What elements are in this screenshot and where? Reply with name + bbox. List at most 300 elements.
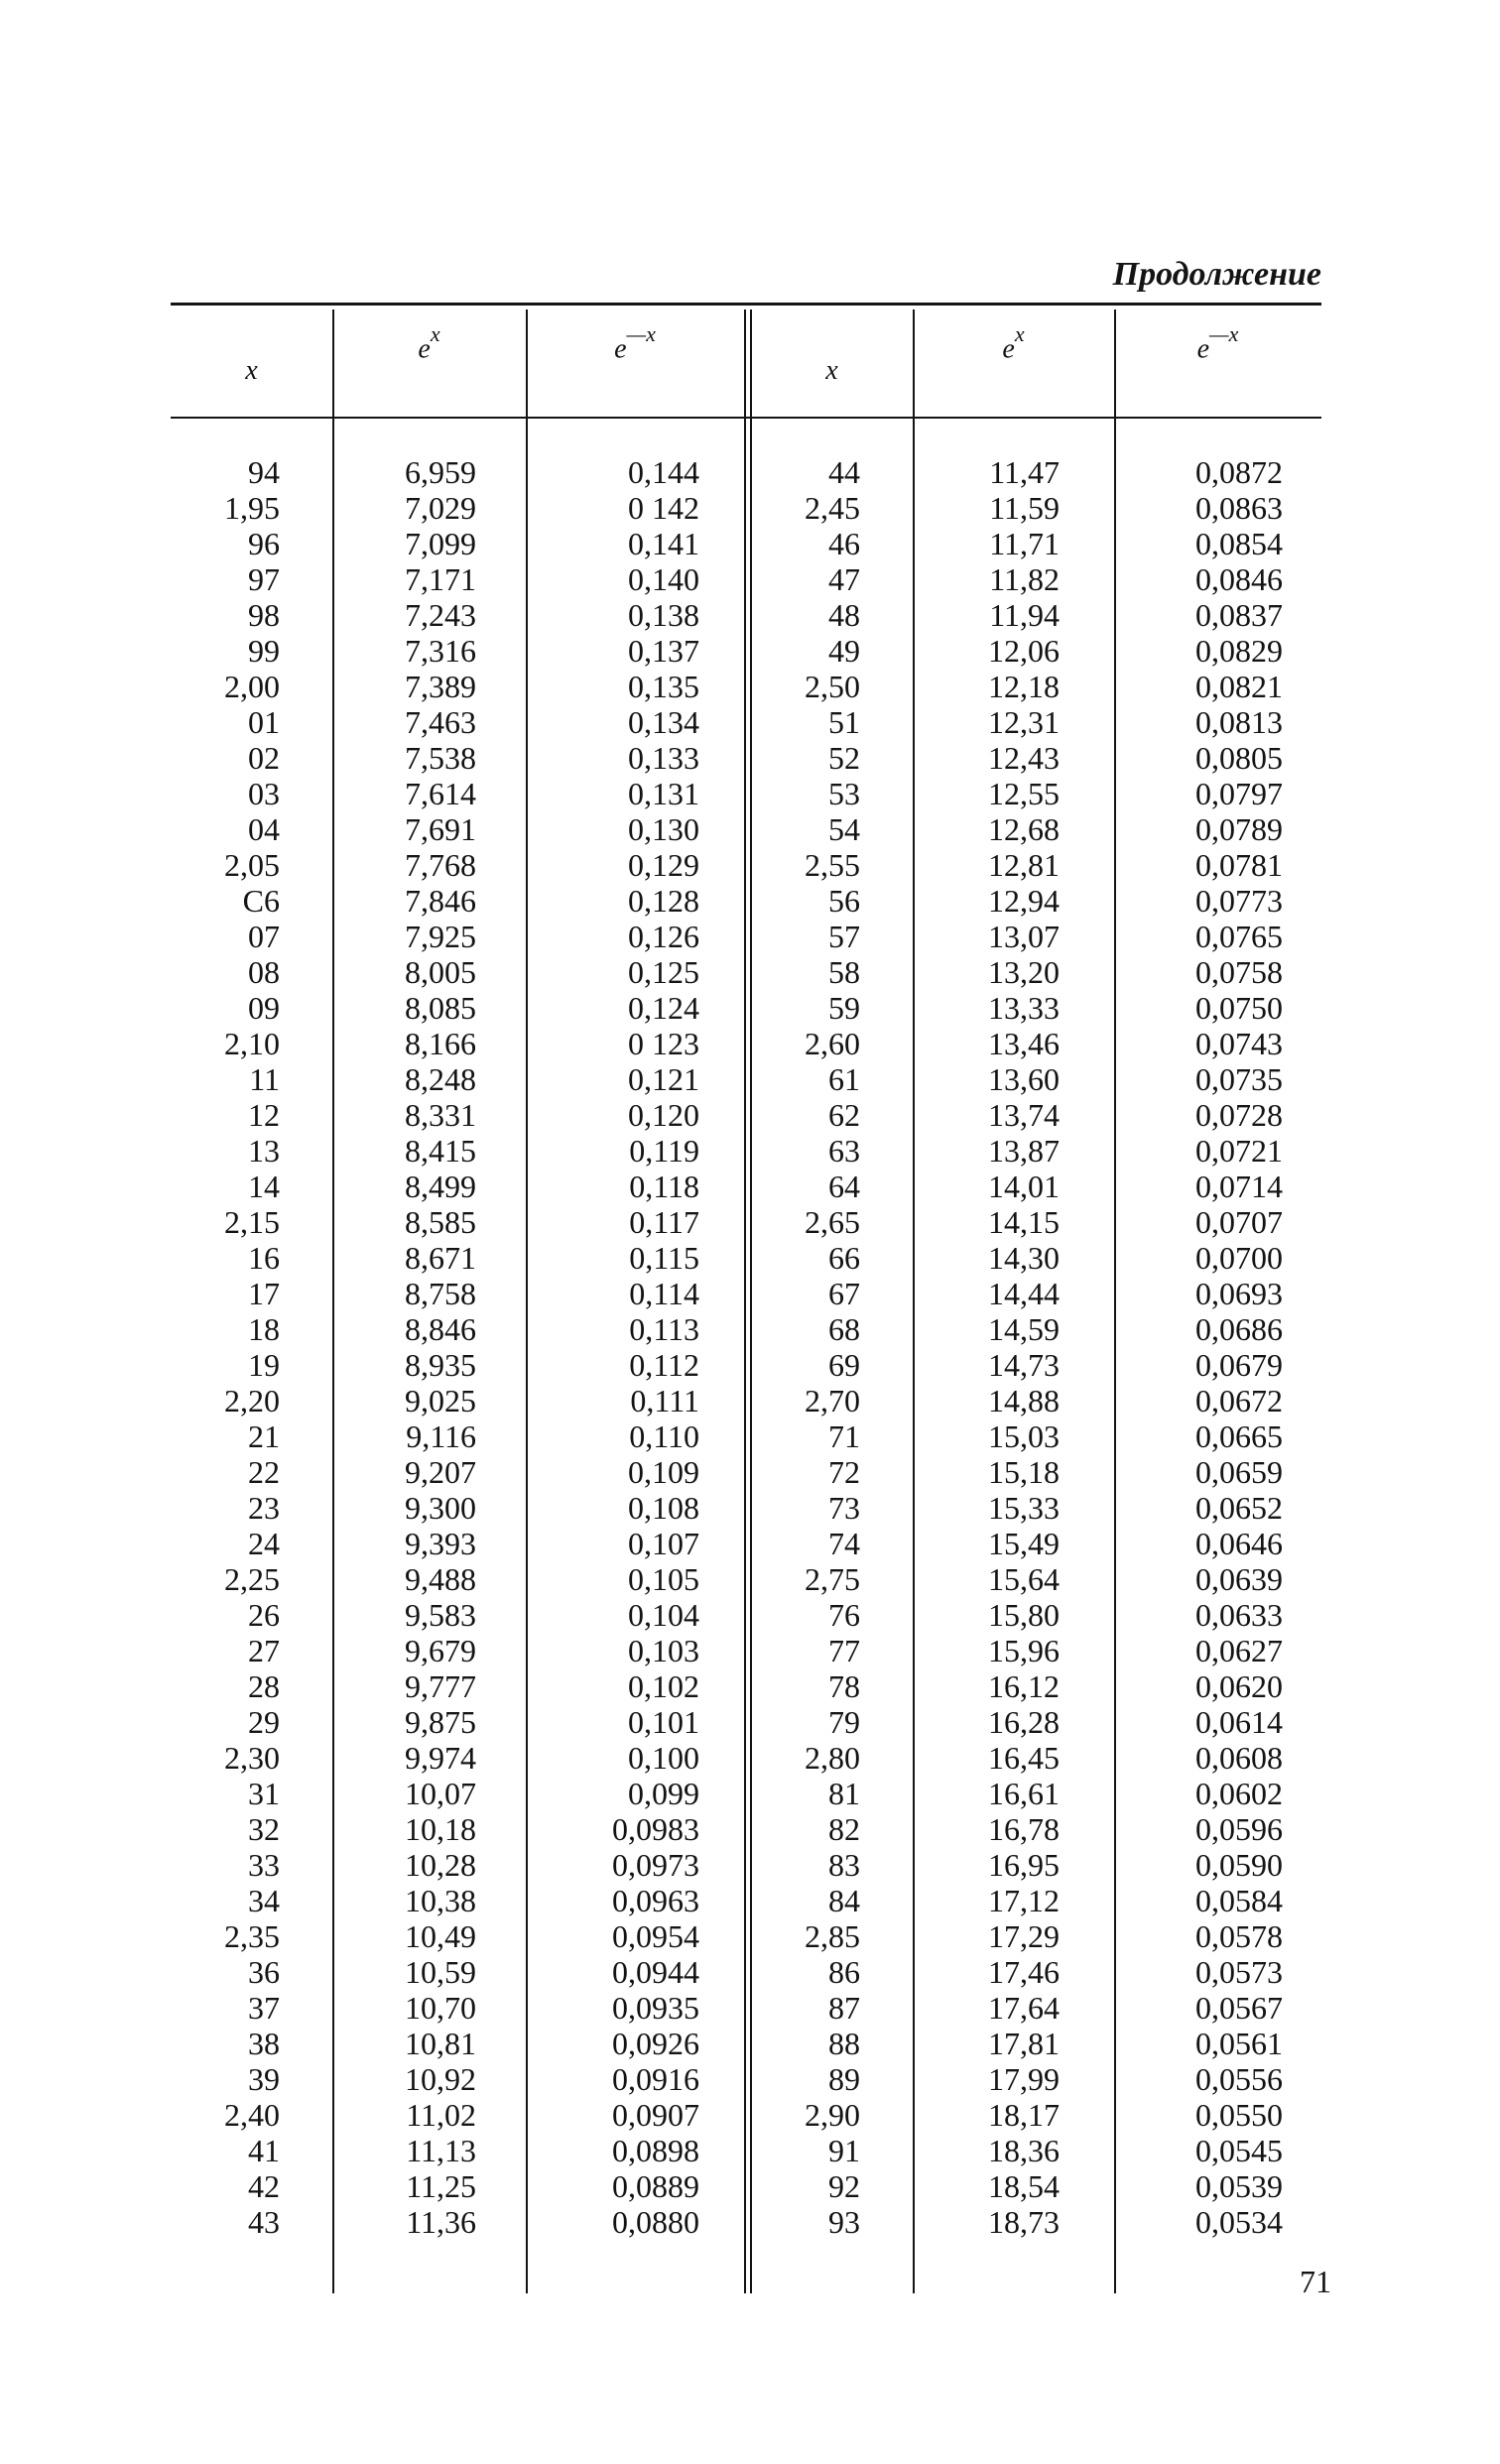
cell-ex: 8,935 — [405, 1347, 476, 1383]
cell-x: 53 — [828, 776, 860, 811]
cell-ex: 7,925 — [405, 919, 476, 954]
cell-ex: 12,06 — [988, 633, 1060, 669]
cell-x: 02 — [248, 740, 280, 776]
cell-emx: 0,0539 — [1195, 2168, 1283, 2204]
cell-emx: 0,0620 — [1195, 1668, 1283, 1704]
cell-x: 46 — [828, 526, 860, 561]
cell-x: 26 — [248, 1597, 280, 1633]
cell-emx: 0,0743 — [1195, 1026, 1283, 1061]
cell-ex: 11,47 — [989, 454, 1060, 490]
cell-x: 83 — [828, 1847, 860, 1883]
cell-emx: 0,0707 — [1195, 1204, 1283, 1240]
cell-emx: 0,0652 — [1195, 1490, 1283, 1526]
cell-emx: 0 142 — [628, 490, 699, 526]
cell-emx: 0,0944 — [612, 1954, 699, 1990]
cell-emx: 0,0602 — [1195, 1776, 1283, 1811]
cell-ex: 7,614 — [405, 776, 476, 811]
cell-x: 07 — [248, 919, 280, 954]
cell-emx: 0,0627 — [1195, 1633, 1283, 1668]
cell-emx: 0,0837 — [1195, 597, 1283, 633]
cell-ex: 9,488 — [405, 1561, 476, 1597]
cell-emx: 0,0633 — [1195, 1597, 1283, 1633]
cell-emx: 0,112 — [629, 1347, 699, 1383]
cell-emx: 0,0567 — [1195, 1990, 1283, 2026]
column-emx-right — [1114, 454, 1283, 2240]
cell-x: С6 — [242, 883, 280, 919]
cell-x: 13 — [248, 1133, 280, 1169]
cell-ex: 15,18 — [988, 1454, 1060, 1490]
cell-x: 47 — [828, 561, 860, 597]
cell-x: 2,80 — [805, 1740, 860, 1776]
cell-x: 27 — [248, 1633, 280, 1668]
cell-ex: 8,248 — [405, 1061, 476, 1097]
cell-ex: 15,80 — [988, 1597, 1060, 1633]
table-top-rule — [171, 303, 1321, 306]
cell-emx: 0,0765 — [1195, 919, 1283, 954]
cell-ex: 8,085 — [405, 990, 476, 1026]
cell-x: 23 — [248, 1490, 280, 1526]
cell-x: 89 — [828, 2061, 860, 2097]
cell-x: 66 — [828, 1240, 860, 1276]
cell-ex: 18,36 — [988, 2133, 1060, 2168]
cell-ex: 13,74 — [988, 1097, 1060, 1133]
cell-emx: 0,118 — [629, 1169, 699, 1204]
cell-ex: 12,31 — [988, 704, 1060, 740]
cell-ex: 10,81 — [405, 2026, 476, 2061]
cell-ex: 8,415 — [405, 1133, 476, 1169]
cell-ex: 12,81 — [988, 847, 1060, 883]
cell-x: 94 — [248, 454, 280, 490]
cell-ex: 17,29 — [988, 1918, 1060, 1954]
header-x-right: x — [825, 355, 838, 386]
column-x-left — [171, 454, 280, 2240]
cell-emx: 0,107 — [628, 1526, 699, 1561]
cell-x: 22 — [248, 1454, 280, 1490]
cell-x: 33 — [248, 1847, 280, 1883]
cell-ex: 15,33 — [988, 1490, 1060, 1526]
cell-ex: 9,300 — [405, 1490, 476, 1526]
cell-emx: 0,0721 — [1195, 1133, 1283, 1169]
cell-x: 2,60 — [805, 1026, 860, 1061]
cell-x: 24 — [248, 1526, 280, 1561]
cell-x: 29 — [248, 1704, 280, 1740]
cell-emx: 0,0550 — [1195, 2097, 1283, 2133]
cell-emx: 0,0561 — [1195, 2026, 1283, 2061]
cell-emx: 0,117 — [629, 1204, 699, 1240]
cell-ex: 6,959 — [405, 454, 476, 490]
column-emx-left — [526, 454, 699, 2240]
table-header-rule — [171, 417, 1321, 419]
cell-x: 77 — [828, 1633, 860, 1668]
cell-x: 28 — [248, 1668, 280, 1704]
cell-ex: 14,44 — [988, 1276, 1060, 1311]
cell-ex: 10,49 — [405, 1918, 476, 1954]
cell-ex: 7,389 — [405, 669, 476, 704]
cell-x: 76 — [828, 1597, 860, 1633]
header-ex-right — [913, 321, 1114, 365]
cell-emx: 0,0916 — [612, 2061, 699, 2097]
cell-x: 48 — [828, 597, 860, 633]
continuation-caption: Продолжение — [1112, 256, 1321, 293]
cell-ex: 16,78 — [988, 1811, 1060, 1847]
cell-x: 82 — [828, 1811, 860, 1847]
cell-emx: 0,0797 — [1195, 776, 1283, 811]
cell-ex: 15,49 — [988, 1526, 1060, 1561]
cell-x: 34 — [248, 1883, 280, 1918]
page-number: 71 — [1300, 2264, 1331, 2299]
cell-ex: 9,025 — [405, 1383, 476, 1418]
cell-x: 2,15 — [224, 1204, 280, 1240]
cell-ex: 7,243 — [405, 597, 476, 633]
column-ex-right — [913, 454, 1060, 2240]
cell-ex: 14,30 — [988, 1240, 1060, 1276]
cell-emx: 0,0813 — [1195, 704, 1283, 740]
cell-emx: 0,0773 — [1195, 883, 1283, 919]
cell-ex: 13,60 — [988, 1061, 1060, 1097]
cell-ex: 16,28 — [988, 1704, 1060, 1740]
cell-x: 36 — [248, 1954, 280, 1990]
cell-x: 51 — [828, 704, 860, 740]
cell-ex: 11,13 — [406, 2133, 476, 2168]
cell-emx: 0,0963 — [612, 1883, 699, 1918]
cell-emx: 0,0880 — [612, 2204, 699, 2240]
cell-emx: 0,0750 — [1195, 990, 1283, 1026]
cell-ex: 14,01 — [988, 1169, 1060, 1204]
cell-x: 41 — [248, 2133, 280, 2168]
cell-x: 2,25 — [224, 1561, 280, 1597]
cell-ex: 10,92 — [405, 2061, 476, 2097]
cell-ex: 12,68 — [988, 811, 1060, 847]
cell-emx: 0,0679 — [1195, 1347, 1283, 1383]
cell-emx: 0,0898 — [612, 2133, 699, 2168]
cell-ex: 8,758 — [405, 1276, 476, 1311]
cell-emx: 0,0926 — [612, 2026, 699, 2061]
cell-x: 42 — [248, 2168, 280, 2204]
cell-x: 2,00 — [224, 669, 280, 704]
header-ex-left-base: e — [418, 333, 431, 365]
cell-ex: 11,59 — [989, 490, 1060, 526]
cell-x: 16 — [248, 1240, 280, 1276]
cell-emx: 0,144 — [628, 454, 699, 490]
cell-ex: 18,73 — [988, 2204, 1060, 2240]
cell-ex: 9,679 — [405, 1633, 476, 1668]
cell-x: 31 — [248, 1776, 280, 1811]
header-ex-left-sup: x — [430, 321, 440, 346]
cell-ex: 9,393 — [405, 1526, 476, 1561]
cell-x: 99 — [248, 633, 280, 669]
cell-emx: 0,0578 — [1195, 1918, 1283, 1954]
cell-emx: 0,114 — [629, 1276, 699, 1311]
cell-ex: 11,82 — [989, 561, 1060, 597]
cell-emx: 0,0693 — [1195, 1276, 1283, 1311]
cell-emx: 0,0686 — [1195, 1311, 1283, 1347]
cell-emx: 0,0954 — [612, 1918, 699, 1954]
cell-ex: 12,43 — [988, 740, 1060, 776]
cell-x: 88 — [828, 2026, 860, 2061]
cell-ex: 13,87 — [988, 1133, 1060, 1169]
cell-emx: 0,101 — [628, 1704, 699, 1740]
cell-x: 2,55 — [805, 847, 860, 883]
cell-x: 64 — [828, 1169, 860, 1204]
cell-x: 37 — [248, 1990, 280, 2026]
cell-emx: 0,0863 — [1195, 490, 1283, 526]
cell-x: 2,65 — [805, 1204, 860, 1240]
cell-x: 2,10 — [224, 1026, 280, 1061]
cell-emx: 0,109 — [628, 1454, 699, 1490]
cell-ex: 7,029 — [405, 490, 476, 526]
cell-ex: 9,116 — [406, 1418, 476, 1454]
cell-emx: 0,0665 — [1195, 1418, 1283, 1454]
cell-x: 67 — [828, 1276, 860, 1311]
cell-emx: 0,0639 — [1195, 1561, 1283, 1597]
cell-ex: 7,538 — [405, 740, 476, 776]
cell-emx: 0,120 — [628, 1097, 699, 1133]
cell-ex: 8,005 — [405, 954, 476, 990]
cell-emx: 0,128 — [628, 883, 699, 919]
cell-ex: 7,768 — [405, 847, 476, 883]
cell-x: 69 — [828, 1347, 860, 1383]
cell-ex: 16,61 — [988, 1776, 1060, 1811]
cell-x: 71 — [828, 1418, 860, 1454]
cell-ex: 7,691 — [405, 811, 476, 847]
cell-emx: 0,133 — [628, 740, 699, 776]
cell-x: 97 — [248, 561, 280, 597]
cell-x: 2,30 — [224, 1740, 280, 1776]
cell-emx: 0,130 — [628, 811, 699, 847]
cell-x: 2,40 — [224, 2097, 280, 2133]
cell-emx: 0,0608 — [1195, 1740, 1283, 1776]
cell-emx: 0,111 — [630, 1383, 699, 1418]
cell-x: 17 — [248, 1276, 280, 1311]
cell-x: 57 — [828, 919, 860, 954]
cell-ex: 15,64 — [988, 1561, 1060, 1597]
header-emx-left-base: e — [614, 333, 627, 365]
cell-x: 2,50 — [805, 669, 860, 704]
cell-ex: 15,96 — [988, 1633, 1060, 1668]
cell-x: 63 — [828, 1133, 860, 1169]
cell-emx: 0,110 — [629, 1418, 699, 1454]
cell-emx: 0,0584 — [1195, 1883, 1283, 1918]
cell-x: 87 — [828, 1990, 860, 2026]
cell-emx: 0,113 — [629, 1311, 699, 1347]
cell-ex: 11,36 — [406, 2204, 476, 2240]
cell-emx: 0,0590 — [1195, 1847, 1283, 1883]
cell-emx: 0,103 — [628, 1633, 699, 1668]
cell-ex: 18,17 — [988, 2097, 1060, 2133]
cell-ex: 16,12 — [988, 1668, 1060, 1704]
cell-x: 52 — [828, 740, 860, 776]
cell-ex: 9,583 — [405, 1597, 476, 1633]
cell-ex: 17,99 — [988, 2061, 1060, 2097]
cell-x: 2,45 — [805, 490, 860, 526]
cell-ex: 8,166 — [405, 1026, 476, 1061]
cell-ex: 10,28 — [405, 1847, 476, 1883]
cell-emx: 0,0907 — [612, 2097, 699, 2133]
cell-x: 91 — [828, 2133, 860, 2168]
cell-x: 38 — [248, 2026, 280, 2061]
cell-x: 32 — [248, 1811, 280, 1847]
cell-x: 2,85 — [805, 1918, 860, 1954]
cell-ex: 9,875 — [405, 1704, 476, 1740]
cell-emx: 0,0573 — [1195, 1954, 1283, 1990]
cell-x: 62 — [828, 1097, 860, 1133]
cell-x: 11 — [249, 1061, 280, 1097]
cell-emx: 0,121 — [628, 1061, 699, 1097]
cell-emx: 0,0935 — [612, 1990, 699, 2026]
cell-x: 12 — [248, 1097, 280, 1133]
cell-ex: 10,38 — [405, 1883, 476, 1918]
cell-ex: 10,18 — [405, 1811, 476, 1847]
cell-emx: 0,100 — [628, 1740, 699, 1776]
header-ex-right-base: e — [1002, 333, 1015, 365]
cell-ex: 10,59 — [405, 1954, 476, 1990]
cell-emx: 0,135 — [628, 669, 699, 704]
cell-ex: 14,15 — [988, 1204, 1060, 1240]
cell-emx: 0,102 — [628, 1668, 699, 1704]
cell-ex: 11,25 — [406, 2168, 476, 2204]
cell-x: 84 — [828, 1883, 860, 1918]
cell-ex: 10,07 — [405, 1776, 476, 1811]
cell-x: 04 — [248, 811, 280, 847]
cell-x: 19 — [248, 1347, 280, 1383]
cell-emx: 0,0805 — [1195, 740, 1283, 776]
cell-x: 39 — [248, 2061, 280, 2097]
cell-ex: 12,55 — [988, 776, 1060, 811]
header-emx-right-base: e — [1196, 333, 1210, 365]
cell-x: 98 — [248, 597, 280, 633]
header-emx-right — [1114, 321, 1321, 365]
cell-x: 03 — [248, 776, 280, 811]
cell-x: 01 — [248, 704, 280, 740]
cell-emx: 0,0983 — [612, 1811, 699, 1847]
cell-ex: 18,54 — [988, 2168, 1060, 2204]
header-ex-right-sup: x — [1014, 321, 1025, 346]
cell-ex: 8,499 — [405, 1169, 476, 1204]
cell-emx: 0,140 — [628, 561, 699, 597]
cell-emx: 0,0846 — [1195, 561, 1283, 597]
header-ex-left — [332, 321, 526, 365]
cell-x: 68 — [828, 1311, 860, 1347]
cell-ex: 14,59 — [988, 1311, 1060, 1347]
cell-x: 2,35 — [224, 1918, 280, 1954]
cell-x: 2,05 — [224, 847, 280, 883]
cell-emx: 0,0659 — [1195, 1454, 1283, 1490]
cell-emx: 0,0789 — [1195, 811, 1283, 847]
cell-ex: 13,07 — [988, 919, 1060, 954]
cell-x: 2,70 — [805, 1383, 860, 1418]
cell-emx: 0,105 — [628, 1561, 699, 1597]
cell-ex: 9,207 — [405, 1454, 476, 1490]
cell-emx: 0,0556 — [1195, 2061, 1283, 2097]
cell-x: 14 — [248, 1169, 280, 1204]
cell-ex: 14,88 — [988, 1383, 1060, 1418]
cell-ex: 7,099 — [405, 526, 476, 561]
header-emx-left — [526, 321, 744, 365]
cell-x: 59 — [828, 990, 860, 1026]
cell-x: 44 — [828, 454, 860, 490]
cell-emx: 0,0821 — [1195, 669, 1283, 704]
cell-ex: 8,671 — [405, 1240, 476, 1276]
cell-emx: 0,0614 — [1195, 1704, 1283, 1740]
cell-ex: 11,02 — [406, 2097, 476, 2133]
cell-ex: 13,46 — [988, 1026, 1060, 1061]
cell-ex: 16,45 — [988, 1740, 1060, 1776]
cell-emx: 0,0973 — [612, 1847, 699, 1883]
cell-x: 49 — [828, 633, 860, 669]
cell-x: 96 — [248, 526, 280, 561]
cell-ex: 7,846 — [405, 883, 476, 919]
cell-emx: 0,0735 — [1195, 1061, 1283, 1097]
cell-x: 54 — [828, 811, 860, 847]
cell-emx: 0,0534 — [1195, 2204, 1283, 2240]
cell-ex: 17,46 — [988, 1954, 1060, 1990]
cell-x: 56 — [828, 883, 860, 919]
cell-emx: 0,0714 — [1195, 1169, 1283, 1204]
cell-ex: 17,64 — [988, 1990, 1060, 2026]
cell-x: 78 — [828, 1668, 860, 1704]
cell-x: 73 — [828, 1490, 860, 1526]
cell-emx: 0,0672 — [1195, 1383, 1283, 1418]
cell-emx: 0,137 — [628, 633, 699, 669]
cell-emx: 0,099 — [628, 1776, 699, 1811]
cell-ex: 12,18 — [988, 669, 1060, 704]
cell-ex: 11,94 — [989, 597, 1060, 633]
cell-emx: 0,0700 — [1195, 1240, 1283, 1276]
cell-emx: 0,104 — [628, 1597, 699, 1633]
column-x-right — [751, 454, 860, 2240]
cell-ex: 15,03 — [988, 1418, 1060, 1454]
cell-emx: 0,0872 — [1195, 454, 1283, 490]
cell-emx: 0,126 — [628, 919, 699, 954]
cell-ex: 7,463 — [405, 704, 476, 740]
cell-x: 43 — [248, 2204, 280, 2240]
cell-ex: 13,33 — [988, 990, 1060, 1026]
cell-x: 93 — [828, 2204, 860, 2240]
header-emx-left-sup: —x — [626, 321, 656, 346]
cell-x: 74 — [828, 1526, 860, 1561]
cell-ex: 8,846 — [405, 1311, 476, 1347]
cell-x: 18 — [248, 1311, 280, 1347]
column-ex-left — [332, 454, 476, 2240]
cell-emx: 0,0596 — [1195, 1811, 1283, 1847]
cell-emx: 0,131 — [628, 776, 699, 811]
cell-ex: 8,585 — [405, 1204, 476, 1240]
cell-emx: 0,138 — [628, 597, 699, 633]
cell-emx: 0,0758 — [1195, 954, 1283, 990]
cell-ex: 16,95 — [988, 1847, 1060, 1883]
cell-ex: 7,316 — [405, 633, 476, 669]
cell-emx: 0,0889 — [612, 2168, 699, 2204]
cell-emx: 0,0646 — [1195, 1526, 1283, 1561]
cell-emx: 0,124 — [628, 990, 699, 1026]
cell-emx: 0,134 — [628, 704, 699, 740]
cell-x: 81 — [828, 1776, 860, 1811]
cell-x: 08 — [248, 954, 280, 990]
cell-emx: 0,129 — [628, 847, 699, 883]
cell-x: 72 — [828, 1454, 860, 1490]
cell-ex: 13,20 — [988, 954, 1060, 990]
cell-ex: 11,71 — [989, 526, 1060, 561]
cell-x: 1,95 — [224, 490, 280, 526]
cell-emx: 0,0728 — [1195, 1097, 1283, 1133]
cell-emx: 0,0854 — [1195, 526, 1283, 561]
cell-x: 21 — [248, 1418, 280, 1454]
cell-x: 2,75 — [805, 1561, 860, 1597]
header-x-left: x — [245, 355, 258, 386]
cell-emx: 0 123 — [628, 1026, 699, 1061]
cell-ex: 9,777 — [405, 1668, 476, 1704]
cell-emx: 0,108 — [628, 1490, 699, 1526]
